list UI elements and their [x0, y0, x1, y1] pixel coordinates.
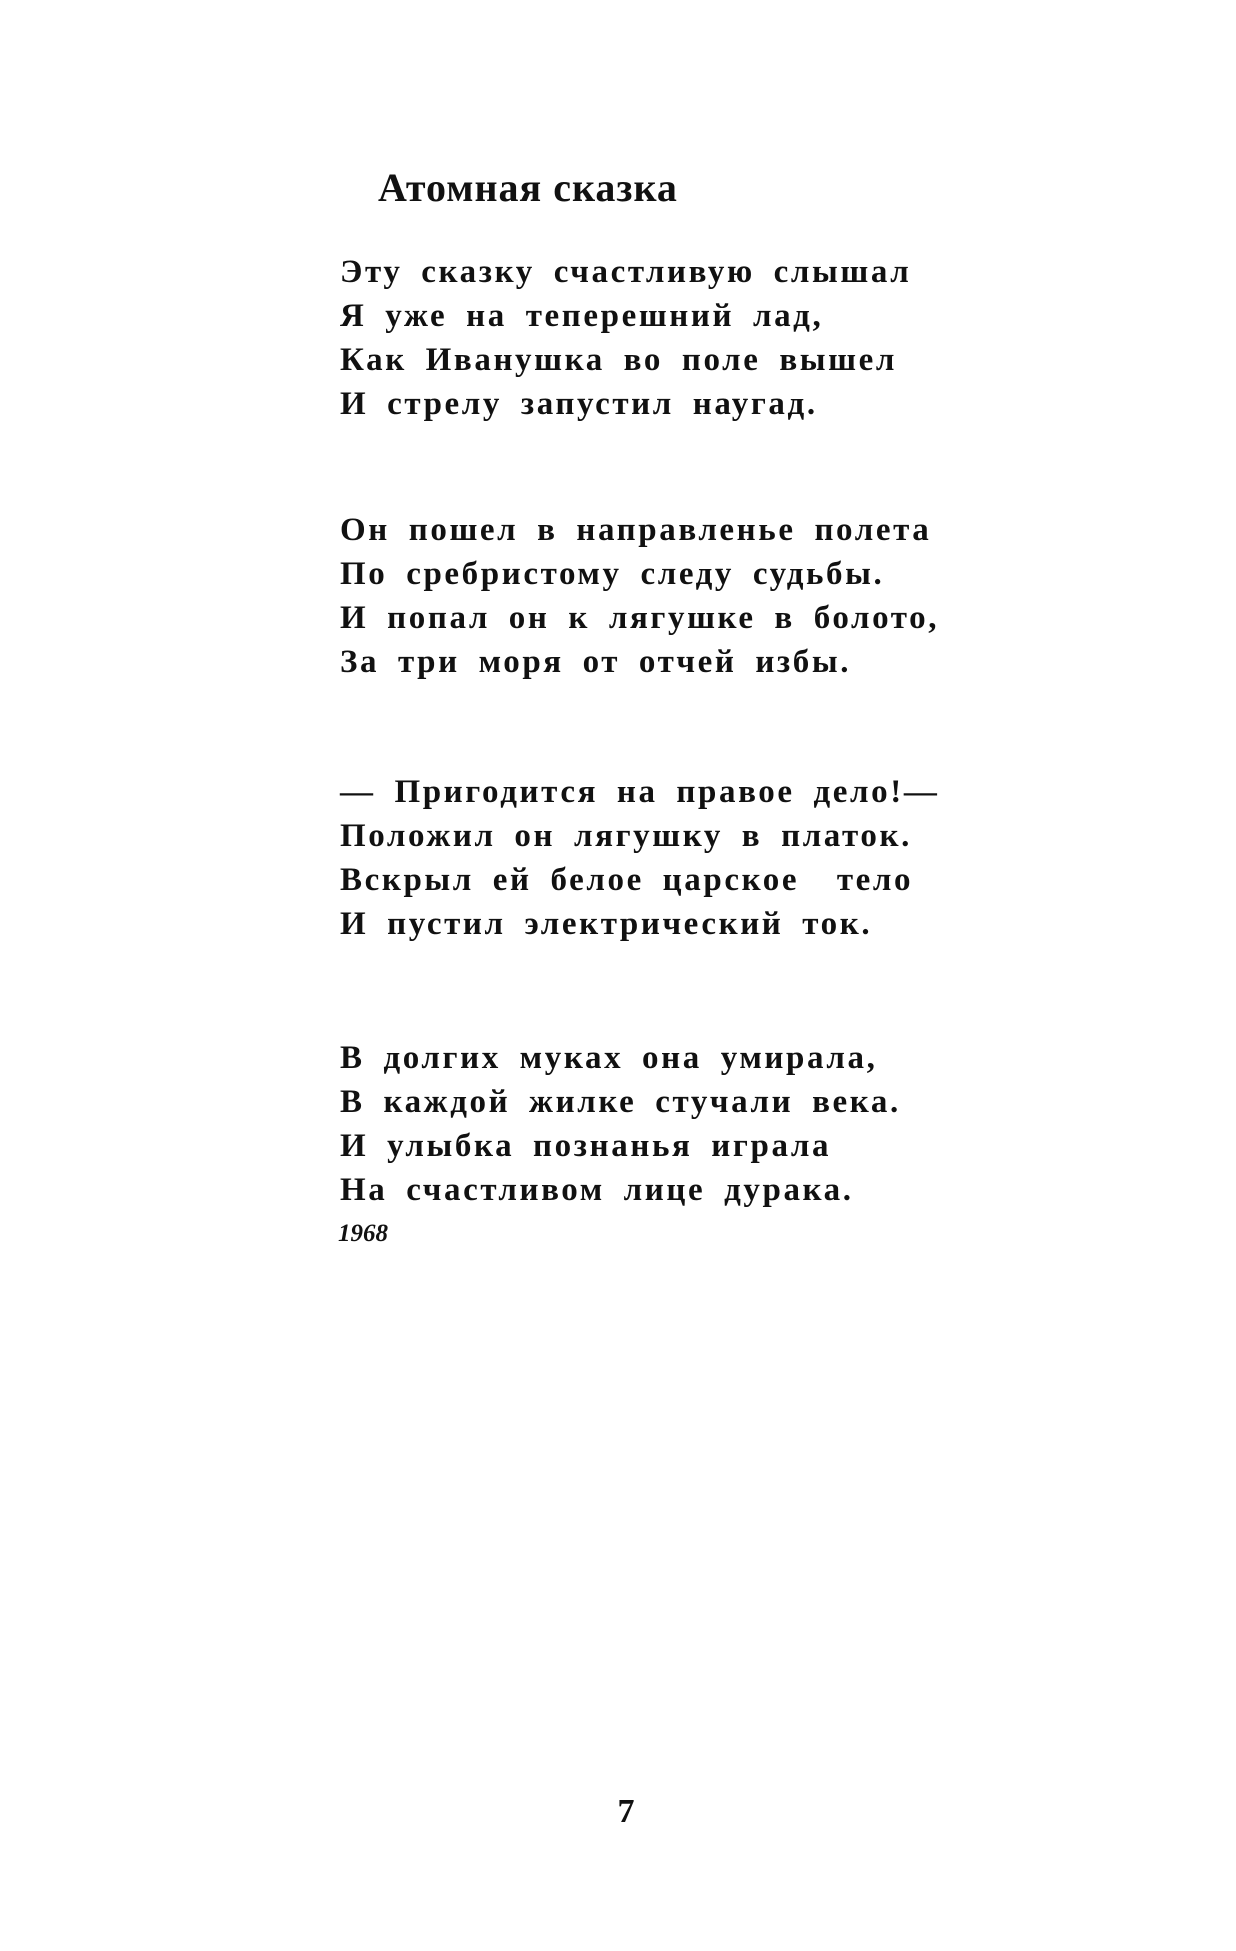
- verse-line: Положил он лягушку в платок.: [340, 818, 912, 854]
- verse-line: И улыбка познанья играла: [340, 1128, 832, 1164]
- stanza: [340, 250, 911, 426]
- verse-line: Эту сказку счастливую слышал: [340, 254, 912, 290]
- verse-line: На счастливом лице дурака.: [340, 1172, 854, 1208]
- poem-date: 1968: [338, 1220, 388, 1247]
- verse-line: Вскрыл ей белое царское тело: [340, 862, 914, 898]
- verse-line: В каждой жилке стучали века.: [340, 1084, 901, 1120]
- verse-line: — Пригодится на правое дело!—: [340, 774, 940, 810]
- verse-line: И попал он к лягушке в болото,: [340, 600, 940, 636]
- verse-line: По сребристому следу судьбы.: [340, 556, 885, 592]
- page-number: 7: [617, 1793, 635, 1830]
- verse-line: Как Иванушка во поле вышел: [340, 342, 897, 378]
- stanza: [340, 770, 939, 946]
- verse-line: За три моря от отчей избы.: [340, 644, 852, 680]
- stanza: [340, 1036, 901, 1212]
- stanza: [340, 508, 939, 684]
- verse-line: И стрелу запустил наугад.: [340, 386, 818, 422]
- verse-line: И пустил электрический ток.: [340, 906, 873, 942]
- verse-line: Я уже на теперешний лад,: [340, 298, 824, 334]
- poem-title: Атомная сказка: [378, 165, 678, 210]
- verse-line: В долгих муках она умирала,: [340, 1040, 878, 1076]
- verse-line: Он пошел в направленье полета: [340, 512, 932, 548]
